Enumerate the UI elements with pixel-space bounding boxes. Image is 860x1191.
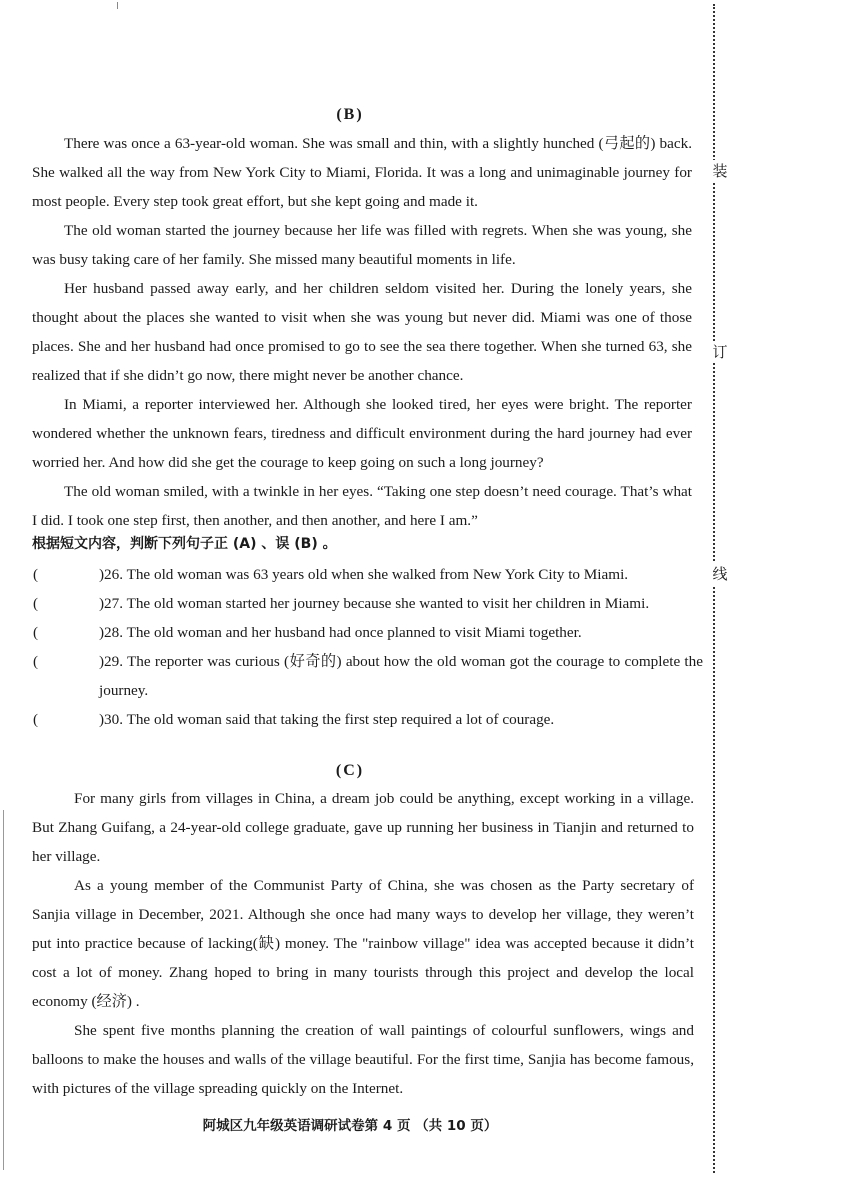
binding-char-xian: 线 — [707, 563, 733, 585]
question-text: )29. The reporter was curious (好奇的) about how the old woman got the courage to complete the journey. — [99, 653, 703, 699]
section-b-paragraph-5: The old woman smiled, with a twinkle in her eyes. “Taking one step doesn’t need courage. That’s what I did. I took one step first, then another, and then another, and here I am.” — [32, 483, 692, 529]
section-b-title: (B) — [336, 106, 364, 123]
answer-blank[interactable]: ( — [33, 595, 39, 612]
section-b-paragraph-1: There was once a 63-year-old woman. She was small and thin, with a slightly hunched (弓起的) back. She walked all the way from New York City to Miami, Florida. It was a long and unimaginable journey for most people. Every step took great effort, but she kept going and made it. — [32, 135, 692, 210]
answer-blank[interactable]: ( — [33, 653, 39, 670]
binding-char-ding: 订 — [707, 341, 733, 363]
section-b-paragraph-4: In Miami, a reporter interviewed her. Although she looked tired, her eyes were bright. The reporter wondered whether the unknown fears, tiredness and difficult environment during the hard journey had ever worried her. And how did she get the courage to keep going on such a long journey? — [32, 396, 692, 471]
answer-blank[interactable]: ( — [33, 711, 39, 728]
section-c-title: (C) — [335, 762, 365, 779]
section-c-paragraph-1: For many girls from villages in China, a dream job could be anything, except working in a village. But Zhang Guifang, a 24-year-old college graduate, gave up running her business in Tianjin and returned to her village. — [32, 790, 694, 865]
question-text: )27. The old woman started her journey because she wanted to visit her children in Miami. — [99, 595, 650, 612]
section-b-paragraph-3: Her husband passed away early, and her children seldom visited her. During the lonely years, she thought about the places she wanted to visit when she was young but never did. Miami was one of those places. She and her husband had once promised to go to see the sea there together. When she turned 63, she realized that if she didn’t go now, there might never be another chance. — [32, 280, 692, 384]
page-footer: 阿城区九年级英语调研试卷第 4 页 （共 10 页） — [202, 1118, 498, 1134]
answer-blank[interactable]: ( — [33, 624, 39, 641]
question-text: )30. The old woman said that taking the first step required a lot of courage. — [99, 711, 555, 728]
question-text: )28. The old woman and her husband had once planned to visit Miami together. — [99, 624, 582, 641]
question-text: )26. The old woman was 63 years old when she walked from New York City to Miami. — [99, 566, 629, 583]
judgement-instruction: 根据短文内容，判断下列句子正 (A) 、误 (B) 。 — [32, 536, 337, 552]
section-c-paragraph-3: She spent five months planning the creation of wall paintings of colourful sunflowers, wings and balloons to make the houses and walls of the village beautiful. For the first time, Sanjia has become famous, with pictures of the village spreading quickly on the Internet. — [32, 1022, 694, 1097]
binding-char-zhuang: 装 — [707, 160, 733, 182]
answer-blank[interactable]: ( — [33, 566, 39, 583]
section-b-paragraph-2: The old woman started the journey because her life was filled with regrets. When she was young, she was busy taking care of her family. She missed many beautiful moments in life. — [32, 222, 692, 268]
section-c-paragraph-2: As a young member of the Communist Party of China, she was chosen as the Party secretary of Sanjia village in December, 2021. Although she once had many ways to develop her village, they weren’t put into practice because of lacking(缺) money. The "rainbow village" idea was accepted because it didn’t cost a lot of money. Zhang hoped to bring in many tourists through this project and develop the local economy (经济) . — [32, 877, 694, 1010]
scan-mark — [117, 2, 118, 9]
